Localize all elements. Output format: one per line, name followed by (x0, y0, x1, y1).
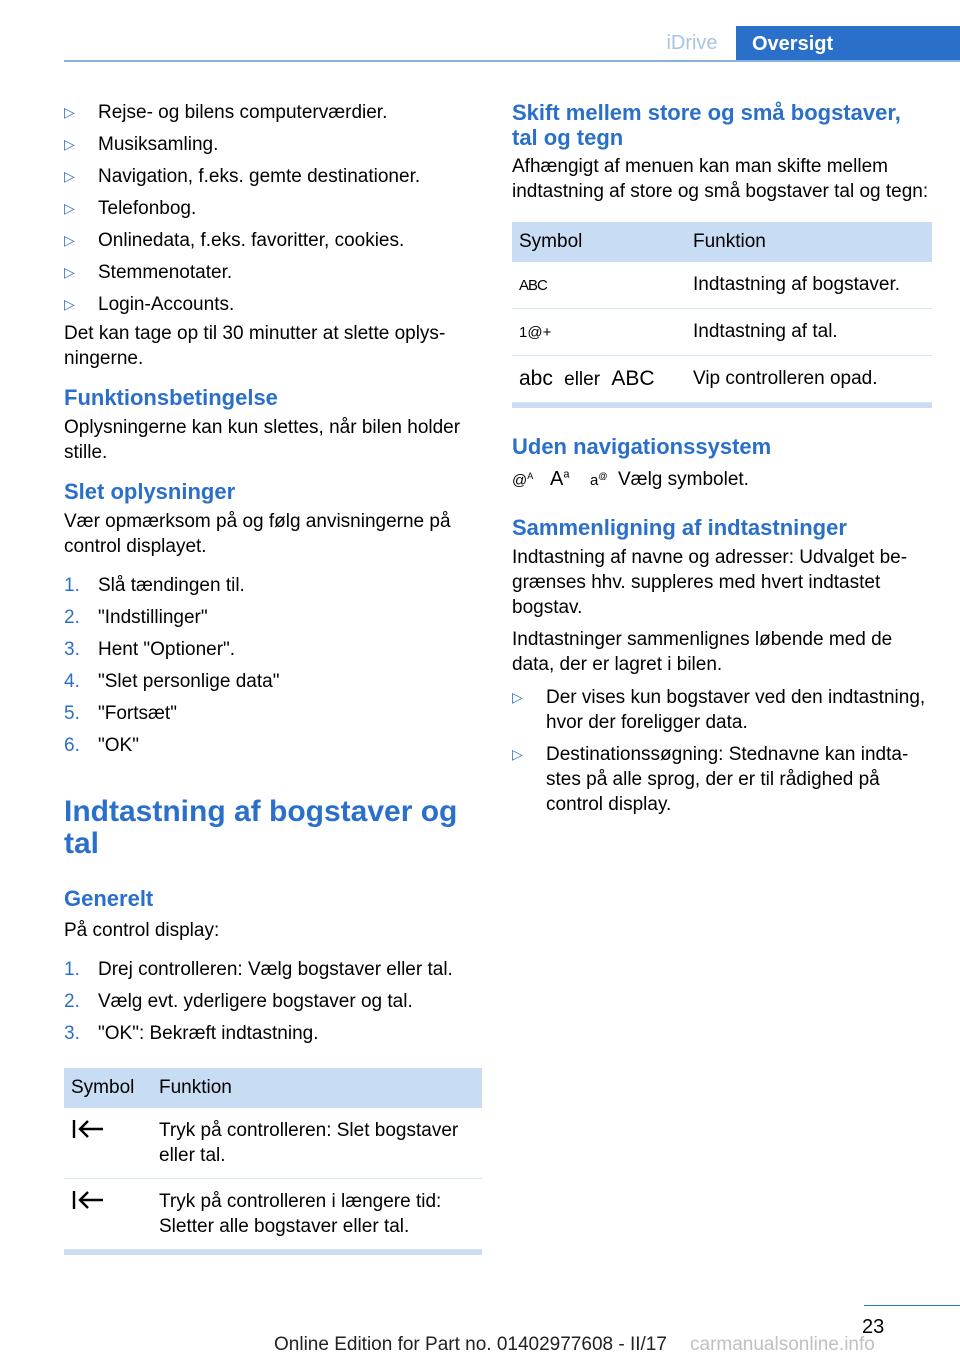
step-item: 4. "Slet personlige data" (64, 671, 280, 692)
heading-nonav: Uden navigationssystem (512, 434, 772, 459)
at-lowercase-icon: a@ (590, 470, 608, 489)
data-bullet-list (64, 100, 482, 317)
step-item: 3. "OK": Bekræft indtastning. (64, 1023, 319, 1044)
step-item: 1. Drej controlleren: Vælg bogstaver eller tal. (64, 959, 453, 980)
triangle-bullet-icon: ▷ (64, 296, 75, 312)
right-column (512, 100, 932, 824)
table-row: 1@+ Indtastning af tal. (512, 309, 932, 356)
heading-case: Skift mellem store og små bogstaver, tal og tegn (512, 100, 901, 150)
col-symbol: Symbol (64, 1068, 152, 1108)
triangle-bullet-icon: ▷ (64, 136, 75, 152)
footer-rule (864, 1305, 960, 1306)
uppercase-abc-icon: ABC (611, 367, 655, 390)
compare-bullet-list (512, 685, 932, 817)
triangle-bullet-icon: ▷ (64, 264, 75, 280)
list-item: ▷ Musiksamling. (64, 134, 219, 155)
list-item: ▷ Telefonbog. (64, 198, 197, 219)
table-end-bar (512, 403, 932, 408)
col-function: Funktion (686, 222, 932, 262)
tab-oversigt[interactable]: Oversigt (736, 26, 960, 62)
list-item: ▷ Rejse- og bilens computerværdier. (64, 102, 388, 123)
font-size-icon: $A^a$ (550, 468, 570, 490)
triangle-bullet-icon: ▷ (64, 232, 75, 248)
tab-idrive[interactable]: iDrive (666, 31, 718, 54)
lowercase-abc-icon: abc (519, 367, 553, 390)
table-row: Tryk på controlleren: Slet bogstaver eller tal. (64, 1108, 482, 1179)
step-item: 3. Hent "Optioner". (64, 639, 236, 660)
general-steps (64, 957, 482, 1046)
triangle-bullet-icon: ▷ (64, 168, 75, 184)
nonav-row (512, 468, 932, 491)
delete-text: Vær opmærksom på og følg anvisningerne på control displayet. (64, 511, 451, 557)
table-row: abc eller ABC Vip controlleren opad. (512, 356, 932, 403)
nonav-text: Vælg symbolet. (618, 468, 749, 490)
list-item: ▷ Login-Accounts. (64, 294, 235, 315)
list-item: ▷ Navigation, f.eks. gemte destinationer. (64, 166, 421, 187)
header-rule (64, 60, 960, 62)
step-item: 2. "Indstillinger" (64, 607, 208, 628)
table-row: ABC Indtastning af bogstaver. (512, 262, 932, 309)
triangle-bullet-icon: ▷ (512, 746, 523, 762)
table-row: Tryk på controlleren i længere tid: Sletter alle bogstaver eller tal. (64, 1179, 482, 1250)
delete-note: Det kan tage op til 30 minutter at slette oplysningerne. (64, 323, 446, 369)
condition-text: Oplysningerne kan kun slettes, når bilen holder stille. (64, 417, 461, 463)
case-text: Afhængigt af menuen kan man skifte mellem indtastning af store og små bogstaver tal og tegn: (512, 156, 929, 202)
heading-general: Generelt (64, 886, 154, 911)
delete-symbol-table (64, 1068, 482, 1255)
step-item: 6. "OK" (64, 735, 139, 756)
step-item: 1. Slå tændingen til. (64, 575, 245, 596)
list-item: ▷ Destinationssøgning: Stednavne kan indtastes på alle sprog, der er til rådighed på control display. (512, 744, 909, 815)
or-text: eller (564, 369, 601, 390)
page-number: 23 (862, 1316, 885, 1338)
heading-delete: Slet oplysninger (64, 479, 236, 504)
heading-condition: Funktionsbetingelse (64, 385, 278, 410)
section-title: Indtastning af bogstaver og tal (64, 795, 458, 860)
list-item: ▷ Stemmenotater. (64, 262, 233, 283)
step-item: 5. "Fortsæt" (64, 703, 177, 724)
uppercase-symbol-icon: ABC (519, 277, 547, 294)
triangle-bullet-icon: ▷ (64, 200, 75, 216)
compare-text-1: Indtastning af navne og adresser: Udvalget begrænses hhv. suppleres med hvert indtastet bogstav. (512, 547, 908, 618)
triangle-bullet-icon: ▷ (512, 689, 523, 705)
col-function: Funktion (152, 1068, 482, 1108)
compare-text-2: Indtastninger sammenlignes løbende med de data, der er lagret i bilen. (512, 629, 893, 675)
step-item: 2. Vælg evt. yderligere bogstaver og tal. (64, 991, 413, 1012)
heading-compare: Sammenligning af indtastninger (512, 515, 847, 540)
backspace-icon (71, 1189, 105, 1211)
backspace-icon (71, 1118, 105, 1140)
watermark: carmanualsonline.info (690, 1334, 875, 1355)
list-item: ▷ Onlinedata, f.eks. favoritter, cookies. (64, 230, 405, 251)
left-column (64, 100, 482, 1255)
edition-text: Online Edition for Part no. 01402977608 - II/17 (274, 1334, 667, 1355)
col-symbol: Symbol (512, 222, 686, 262)
triangle-bullet-icon: ▷ (64, 104, 75, 120)
number-symbol-icon: 1@+ (519, 324, 552, 341)
at-uppercase-icon: @$^A$ (512, 470, 534, 489)
delete-steps (64, 573, 482, 758)
list-item: ▷ Der vises kun bogstaver ved den indtastning, hvor der foreligger data. (512, 687, 926, 733)
general-text: På control display: (64, 920, 220, 941)
case-symbol-table (512, 222, 932, 408)
table-end-bar (64, 1250, 482, 1255)
